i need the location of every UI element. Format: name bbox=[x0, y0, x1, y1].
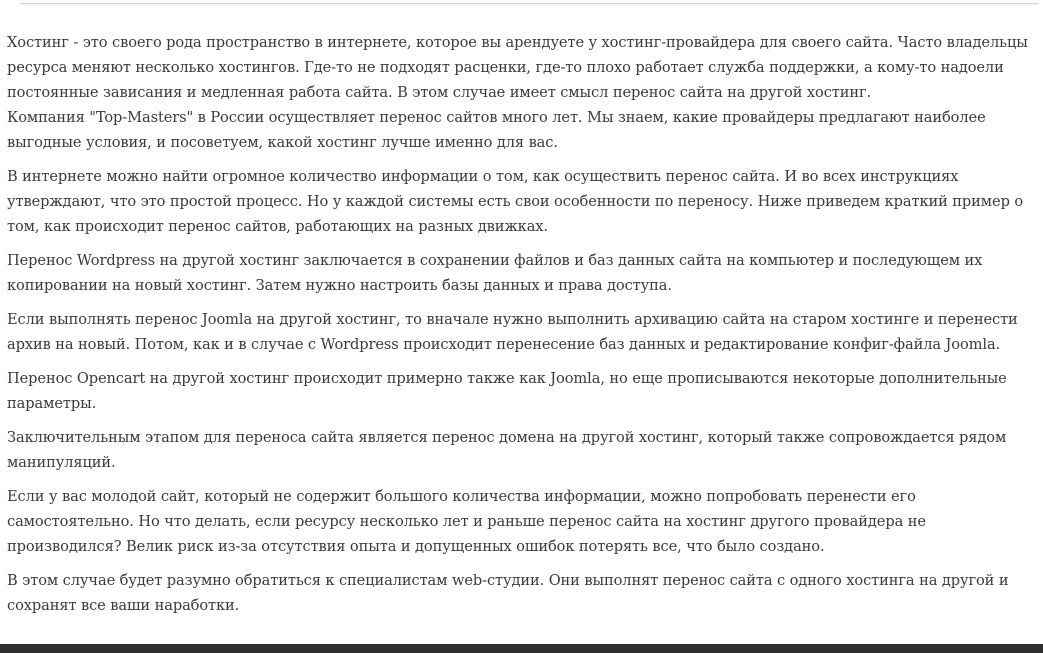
intro-line-hosting: Хостинг - это своего рода пространство в интернете, которое вы арендуете у хостинг-провайдера для своего сайта. Часто владельцы ресурса меняют несколько хостингов. Где-то не подходят расценки, где-то плохо работает служба поддержки, а кому-то надоели постоянные зависания и медленная работа сайта. В этом случае имеет смысл перенос сайта на другой хостинг. bbox=[7, 34, 1028, 101]
paragraph-instructions: В интернете можно найти огромное количество информации о том, как осуществить перенос сайта. И во всех инструкциях утверждают, что это простой процесс. Но у каждой системы есть свои особенности по переносу. Ниже приведем краткий пример о том, как происходит перенос сайтов, работающих на разных движках. bbox=[7, 168, 1024, 235]
top-divider bbox=[20, 0, 1039, 4]
paragraph-wordpress: Перенос Wordpress на другой хостинг заключается в сохранении файлов и баз данных сайта на компьютер и последующем их копировании на новый хостинг. Затем нужно настроить базы данных и права доступа. bbox=[7, 252, 983, 294]
intro-paragraph bbox=[7, 30, 1039, 155]
paragraph-risk: Если у вас молодой сайт, который не содержит большого количества информации, можно попробовать перенести его самостоятельно. Но что делать, если ресурсу несколько лет и раньше перенос сайта на хостинг другого провайдера не производился? Велик риск из-за отсутствия опыта и допущенных ошибок потерять все, что было создано. bbox=[7, 488, 926, 555]
intro-line-company: Компания "Top-Masters" в России осуществляет перенос сайтов много лет. Мы знаем, какие провайдеры предлагают наиболее выгодные условия, и посоветуем, какой хостинг лучше именно для вас. bbox=[7, 109, 986, 151]
paragraph-studio: В этом случае будет разумно обратиться к специалистам web-студии. Они выполнят перенос сайта с одного хостинга на другой и сохранят все ваши наработки. bbox=[7, 572, 1009, 614]
paragraph-opencart: Перенос Opencart на другой хостинг происходит примерно также как Joomla, но еще прописываются некоторые дополнительные параметры. bbox=[7, 370, 1007, 412]
footer-bar bbox=[0, 644, 1043, 653]
paragraph-joomla: Если выполнять перенос Joomla на другой хостинг, то вначале нужно выполнить архивацию сайта на старом хостинге и перенести архив на новый. Потом, как и в случае с Wordpress происходит перенесение баз данных и редактирование конфиг-файла Joomla. bbox=[7, 311, 1018, 353]
paragraph-domain: Заключительным этапом для переноса сайта является перенос домена на другой хостинг, который также сопровождается рядом манипуляций. bbox=[7, 429, 1007, 471]
article-body bbox=[7, 30, 1039, 627]
